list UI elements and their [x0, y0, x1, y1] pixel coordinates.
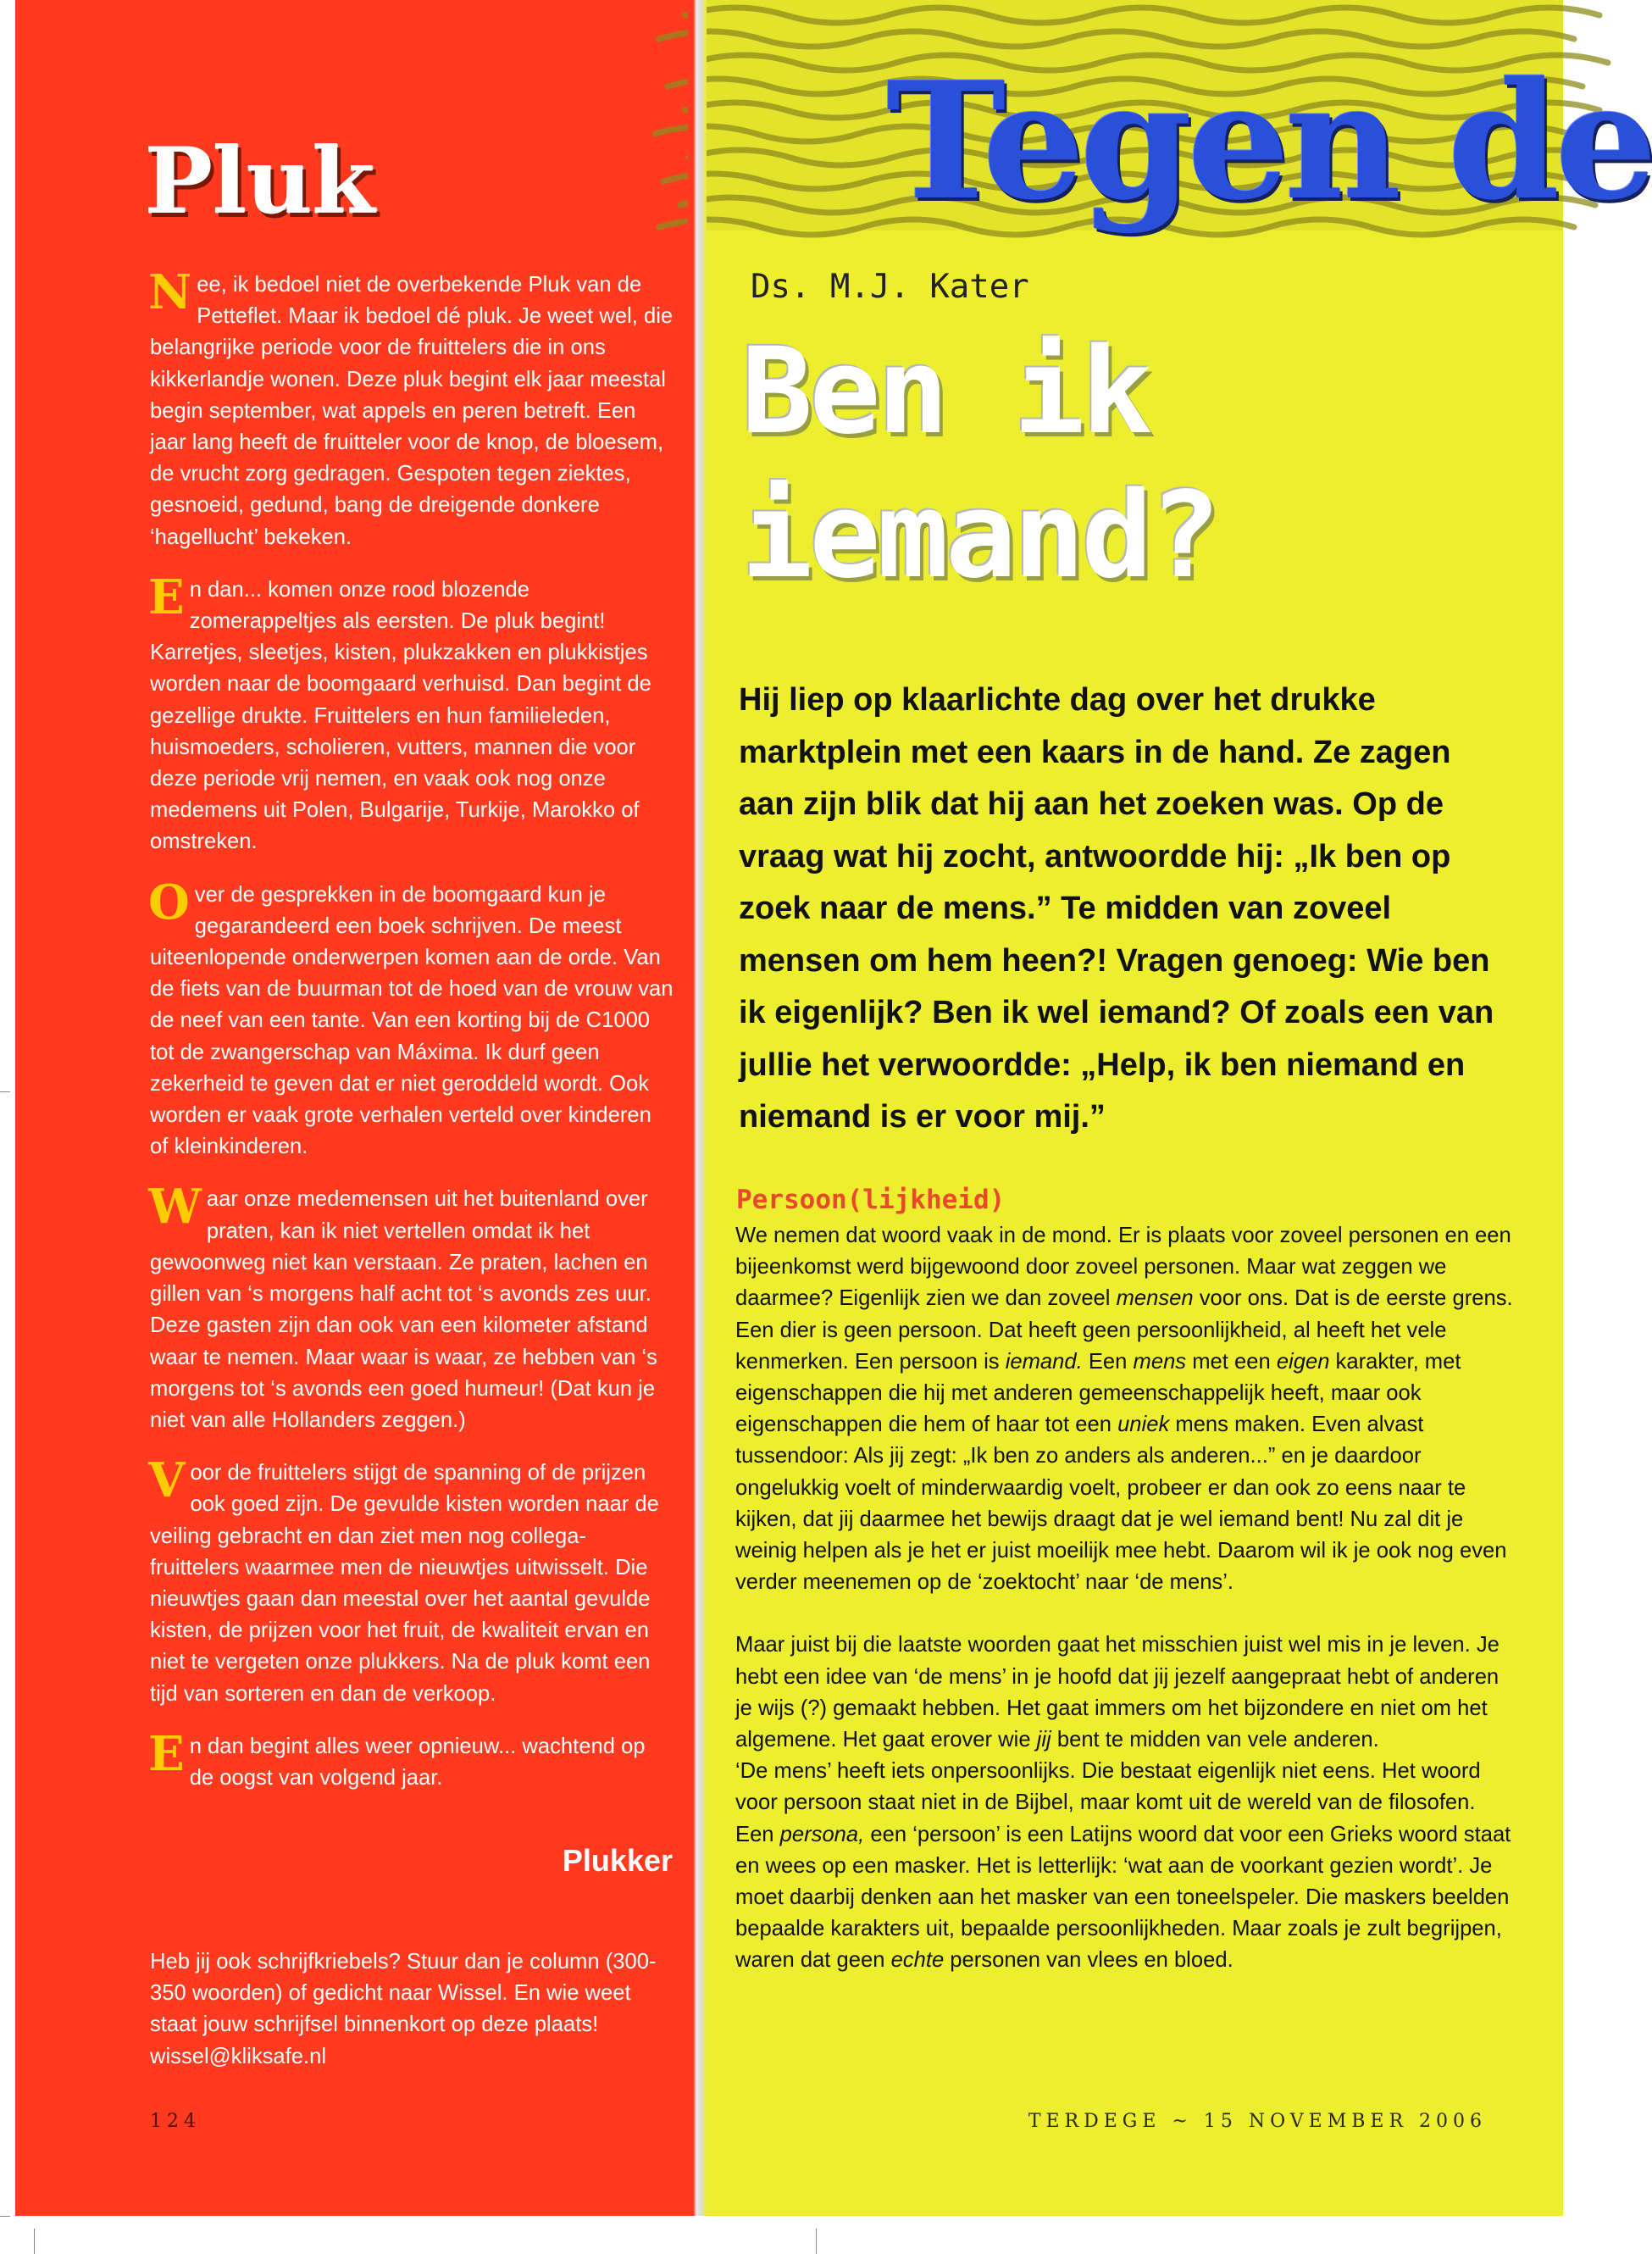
issue-footer: TERDEGE ~ 15 NOVEMBER 2006 — [1028, 2111, 1487, 2132]
article-author: Ds. M.J. Kater — [751, 268, 1029, 306]
section-heading: Persoon(lijkheid) — [736, 1185, 1006, 1215]
column-paragraph: Voor de fruittelers stijgt de spanning of de prijzen ook goed zijn. De gevulde kisten worden naar de veiling gebracht en dan ziet men nog collega-fruittelers waarmee men de nieuwtjes uitwisselt. Die nieuwtjes gaan dan meestal over het aantal gevulde kisten, de prijzen voor het fruit, de kwaliteit ervan en niet te vergeten onze plukkers. Na de pluk komt een tijd van sorteren en dan de verkoop. — [148, 1452, 659, 1706]
crop-mark-left — [0, 1091, 10, 1092]
article-paragraph: ‘De mens’ heeft iets onpersoonlijks. Die bestaat eigenlijk niet eens. Het woord voor persoon staat niet in de Bijbel, maar komt uit de wereld van de filosofen. Een persona, een ‘persoon’ is een Latijns woord dat voor een Grieks woord staat en wees op een masker. Het is letterlijk: ‘wat aan de voorkant gezien wordt’. Je moet daarbij denken aan het masker van een toneelspeler. Die maskers beelden bepaalde karakters uit, bepaalde persoonlijkheden. Maar zoals je zult begrijpen, waren dat geen echte personen van vlees en bloed. — [735, 1759, 1511, 1973]
article-lead: Hij liep op klaarlichte dag over het drukke marktplein met een kaars in de hand. Ze zagen aan zijn blik dat hij aan het zoeken was. Op de vraag wat hij zocht, antwoordde hij: „Ik ben op zoek naar de mens.” Te midden van zoveel mensen om hem heen?! Vragen genoeg: Wie ben ik eigenlijk? Ben ik wel iemand? Of zoals een van jullie het verwoordde: „Help, ik ben niemand en niemand is er voor mij.” — [739, 682, 1494, 1135]
drop-cap: W — [148, 1179, 202, 1235]
article-headline: Ben ik iemand? — [741, 323, 1218, 605]
crop-mark-bottom-2 — [816, 2229, 817, 2254]
submission-callout: Heb jij ook schrijfkriebels? Stuur dan je column (300-350 woorden) of gedicht naar Wissel. En wie weet staat jouw schrijfsel binnenkort op deze plaats! wissel@kliksafe.nl — [150, 1950, 657, 2068]
article-paragraph: We nemen dat woord vaak in de mond. Er is plaats voor zoveel personen en een bijeenkomst werd bijgewoond door zoveel personen. Maar wat zeggen we daarmee? Eigenlijk zien we dan zoveel mensen voor ons. Dat is de eerste grens. Een dier is geen persoon. Dat heeft geen persoonlijkheid, al heeft het vele kenmerken. Een persoon is iemand. Een mens met een eigen karakter, met eigenschappen die hij met anderen gemeenschappelijk heeft, maar ook eigenschappen die hem of haar tot een uniek mens maken. Even alvast tussendoor: Als jij zegt: „Ik ben zo anders als anderen...” en je daardoor ongelukkig voelt of minderwaardig voelt, probeer er dan ook zo eens naar te kijken, dat jij daarmee het bewijs draagt dat je wel iemand bent! Nu zal dit je weinig helpen als je het er juist moeilijk mee hebt. Daarom wil ik je ook nog even verder meenemen op de ‘zoektocht’ naar ‘de mens’. — [735, 1224, 1513, 1595]
drop-cap: E — [148, 1725, 185, 1782]
page-gutter — [688, 0, 707, 2216]
crop-mark-bottom-1 — [34, 2229, 35, 2254]
column-paragraph: Over de gesprekken in de boomgaard kun je gegarandeerd een boek schrijven. De meest uiteenlopende onderwerpen komen aan de orde. Van de fiets van de buurman tot de hoed van de vrouw van de neef van een tante. Van een korting bij de C1000 tot de zwangerschap van Máxima. Ik durf geen zekerheid te geven dat er niet geroddeld wordt. Ook worden er vaak grote verhalen verteld over kinderen of kleinkinderen. — [148, 874, 674, 1159]
banner-title: Tegen de — [886, 47, 1652, 236]
drop-cap: V — [148, 1452, 186, 1509]
drop-cap: E — [148, 569, 185, 625]
article-body — [735, 1220, 1515, 1977]
article-paragraph: Maar juist bij die laatste woorden gaat het misschien juist wel mis in je leven. Je hebt een idee van ‘de mens’ in je hoofd dat jij jezelf aangepraat hebt of anderen je wijs (?) gemaakt hebben. Het gaat immers om het bijzondere en niet om het algemene. Het gaat erover wie jij bent te midden van vele anderen. — [735, 1633, 1500, 1752]
column-paragraph: En dan... komen onze rood blozende zomerappeltjes als eersten. De pluk begint! Karretjes, sleetjes, kisten, plukzakken en plukkistjes worden naar de boomgaard verhuisd. Dan begint de gezellige drukte. Fruittelers en hun familieleden, huismoeders, scholieren, vutters, mannen die voor deze periode vrij nemen, en vaak ook nog onze medemens uit Polen, Bulgarije, Turkije, Marokko of omstreken. — [148, 569, 651, 854]
column-signature: Plukker — [562, 1843, 673, 1878]
column-body — [148, 264, 675, 1815]
crop-mark-bottom-left — [0, 2216, 10, 2217]
column-paragraph: Waar onze medemensen uit het buitenland over praten, kan ik niet vertellen omdat ik het gewoonweg niet kan verstaan. Ze praten, lachen en gillen van ‘s morgens half acht tot ‘s avonds zes uur. Deze gasten zijn dan ook van een kilometer afstand waar te nemen. Maar waar is waar, ze hebben van ‘s morgens tot ‘s avonds een goed humeur! (Dat kun je niet van alle Hollanders zeggen.) — [148, 1179, 657, 1432]
column-paragraph: Nee, ik bedoel niet de overbekende Pluk van de Petteflet. Maar ik bedoel dé pluk. Je weet wel, die belangrijke periode voor de fruittelers die in ons kikkerlandje wonen. Deze pluk begint elk jaar meestal begin september, wat appels en peren betreft. Een jaar lang heeft de fruitteler voor de knop, de bloesem, de vrucht zorg gedragen. Gespoten tegen ziektes, gesnoeid, gedund, bang de dreigende donkere ‘hagellucht’ bekeken. — [148, 264, 674, 549]
drop-cap: N — [148, 264, 192, 320]
wave-banner — [701, 0, 1652, 236]
drop-cap: O — [148, 874, 190, 930]
page-number: 124 — [150, 2111, 201, 2132]
column-paragraph: En dan begint alles weer opnieuw... wachtend op de oogst van volgend jaar. — [148, 1725, 646, 1790]
column-title: Pluk — [144, 128, 374, 235]
